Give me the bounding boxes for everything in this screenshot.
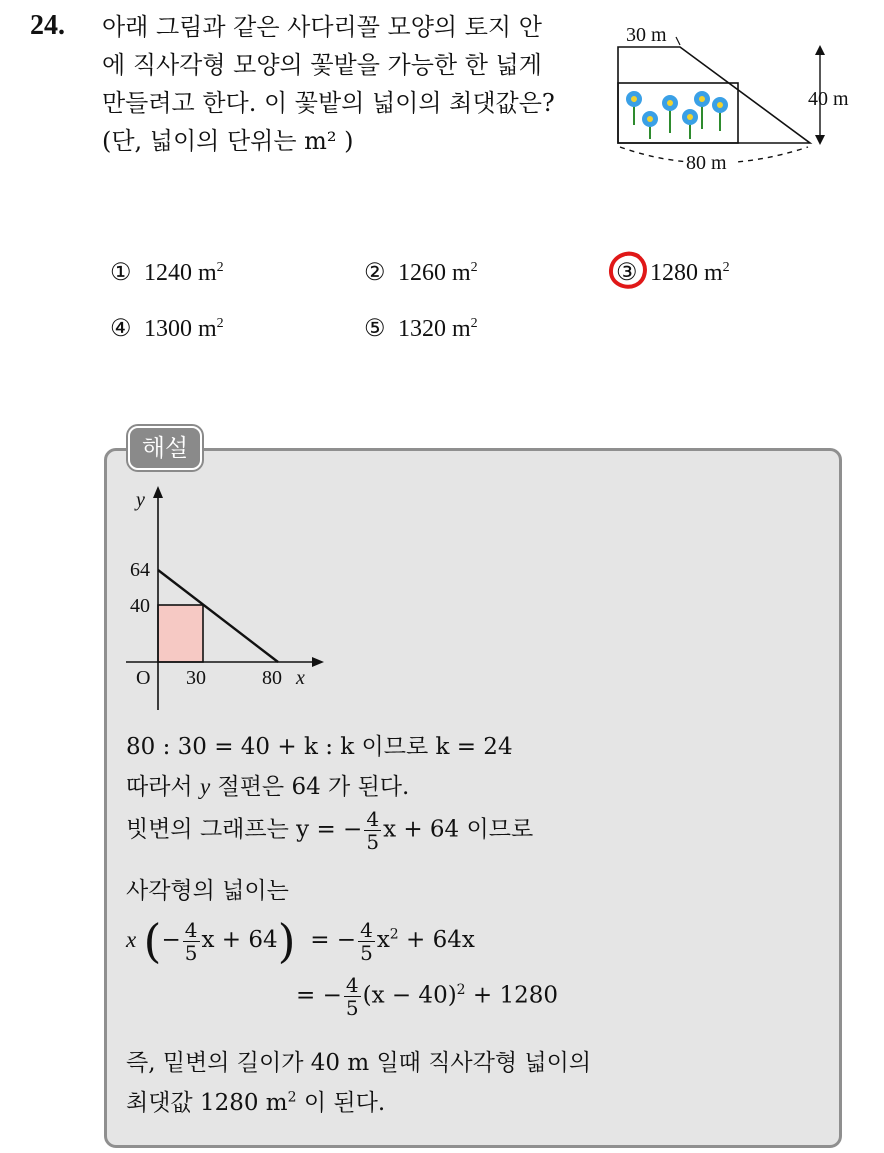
x-axis-label: x: [296, 667, 305, 689]
choice-unit: m: [198, 260, 217, 286]
question-line: 만들려고 한다. 이 꽃밭의 넓이의 최댓값은?: [102, 89, 555, 117]
flower-icon: [626, 91, 728, 139]
choice-4[interactable]: [110, 314, 224, 343]
question-line: (단, 넓이의 단위는 m² ): [102, 127, 354, 155]
solution-equation-2: = − $\frac{4}{5}$ $(x - 40)^2 + 1280$: [296, 973, 559, 1020]
y-tick-40: 40: [130, 595, 150, 617]
x-tick-30: 30: [186, 667, 206, 689]
choice-mark: ④: [110, 316, 132, 342]
answer-circle-icon: [606, 248, 650, 292]
choice-unit: m: [452, 316, 471, 342]
choice-value: 1260: [398, 260, 446, 286]
figure-top-label: 30 m: [626, 24, 667, 46]
solution-graph: [118, 480, 328, 710]
solution-line-2: 따라서 y 절편은 64 가 된다.: [126, 774, 410, 800]
choice-value: 1240: [144, 260, 192, 286]
choice-unit: m: [198, 316, 217, 342]
solution-line-1: 80 : 30 = 40 + k : k 이므로 k = 24: [126, 734, 513, 760]
choice-unit: m: [704, 260, 723, 286]
y-tick-64: 64: [130, 559, 150, 581]
choice-exp: 2: [216, 260, 224, 275]
fraction: $\frac{4}{5}$: [184, 917, 198, 965]
origin-label: O: [136, 667, 151, 689]
choice-exp: 2: [470, 260, 478, 275]
trapezoid-figure: [600, 15, 870, 195]
question-line: 에 직사각형 모양의 꽃밭을 가능한 한 넓게: [102, 51, 542, 79]
solution-tab: 해설: [128, 426, 202, 470]
y-axis-label: y: [136, 489, 145, 511]
solution-line-3: 빗변의 그래프는 y = − $\frac{4}{5}$ x + 64 이므로: [126, 807, 534, 854]
choice-exp: 2: [722, 260, 730, 275]
choice-exp: 2: [216, 316, 224, 331]
choice-1[interactable]: [110, 258, 224, 287]
choice-value: 1280: [650, 260, 698, 286]
area-rect: [158, 605, 203, 662]
x-tick-80: 80: [262, 667, 282, 689]
coordinate-graph: [118, 480, 328, 710]
choice-mark: ①: [110, 260, 132, 286]
figure-bottom-label: 80 m: [686, 152, 727, 174]
choice-5[interactable]: [364, 314, 478, 343]
choice-mark: ③: [616, 260, 638, 286]
choice-exp: 2: [470, 316, 478, 331]
solution-line-4: 사각형의 넓이는: [126, 878, 289, 904]
fraction: $\frac{4}{5}$: [366, 807, 380, 854]
choice-unit: m: [452, 260, 471, 286]
question-number: 24.: [30, 10, 65, 41]
trapezoid-diagram: [600, 15, 870, 195]
figure-right-label: 40 m: [808, 88, 849, 110]
choice-value: 1320: [398, 316, 446, 342]
trapezoid-shape: [618, 47, 810, 143]
choice-2[interactable]: [364, 258, 478, 287]
choice-mark: ⑤: [364, 316, 386, 342]
fraction: $\frac{4}{5}$: [345, 973, 359, 1020]
choice-value: 1300: [144, 316, 192, 342]
solution-line-8: 최댓값 1280 $m^2$ 이 된다.: [126, 1089, 386, 1116]
solution-equation-1: x (− $\frac{4}{5}$ x + 64) = − $\frac{4}{5}$ $x^2 + 64x$: [126, 914, 475, 968]
choice-mark: ②: [364, 260, 386, 286]
solution-line-7: 즉, 밑변의 길이가 40 m 일때 직사각형 넓이의: [126, 1050, 592, 1076]
question-text: [102, 8, 602, 160]
question-line: 아래 그림과 같은 사다리꼴 모양의 토지 안: [102, 13, 542, 41]
fraction: $\frac{4}{5}$: [360, 917, 373, 965]
